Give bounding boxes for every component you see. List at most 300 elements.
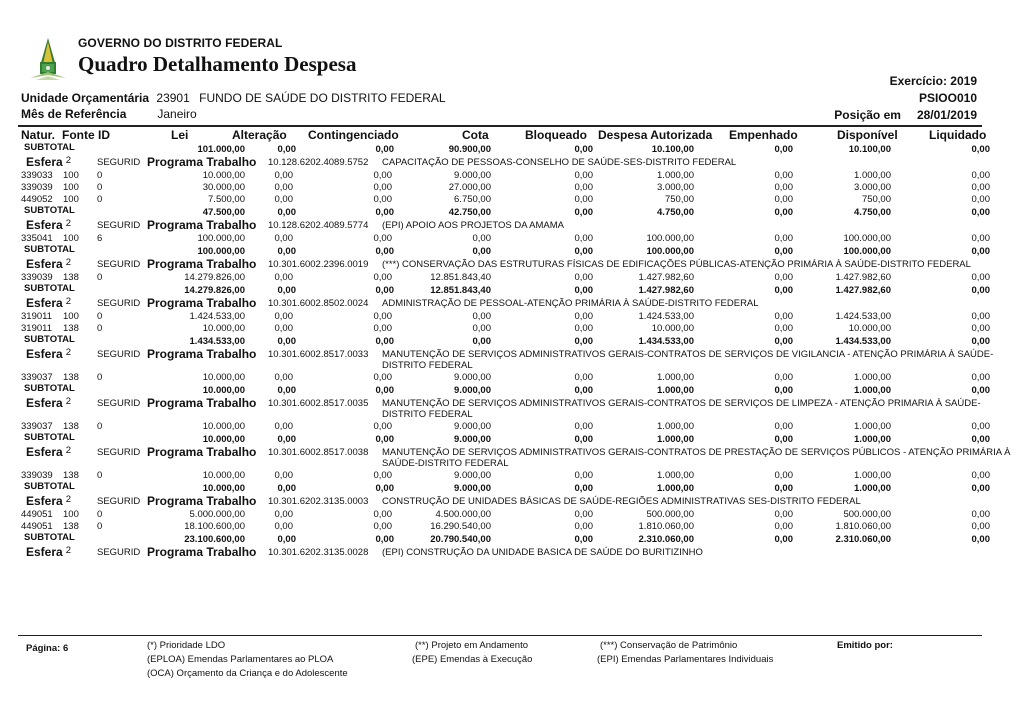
subtotal-row xyxy=(0,206,1024,217)
programa-trabalho-code: 10.301.6002.8502.0024 xyxy=(268,298,369,309)
esfera-text: Esfera xyxy=(26,445,63,459)
subtotal-row xyxy=(0,482,1024,493)
natureza-cell: 335041 xyxy=(21,233,53,244)
despesa-autorizada-cell: 1.000,00 xyxy=(657,170,694,181)
table-row xyxy=(0,470,1024,482)
fonte-cell: 100 xyxy=(63,233,79,244)
despesa-autorizada-cell: 2.310.060,00 xyxy=(638,534,694,545)
liquidado-cell: 0,00 xyxy=(971,194,990,205)
fonte-cell: 100 xyxy=(63,182,79,193)
id-cell: 0 xyxy=(97,421,103,432)
bloqueado-cell: 0,00 xyxy=(574,470,593,481)
esfera-label xyxy=(26,218,71,232)
report-meta-left xyxy=(21,90,446,122)
cota-cell: 9.000,00 xyxy=(454,421,491,432)
cota-cell: 0,00 xyxy=(472,311,491,322)
fonte-cell: 100 xyxy=(63,170,79,181)
id-cell: 0 xyxy=(97,170,103,181)
esfera-text: Esfera xyxy=(26,257,63,271)
lei-cell: 14.279.826,00 xyxy=(184,272,245,283)
cota-cell: 90.900,00 xyxy=(448,144,491,155)
esfera-text: Esfera xyxy=(26,396,63,410)
natureza-cell: 339039 xyxy=(21,272,53,283)
programa-trabalho-code: 10.301.6202.3135.0028 xyxy=(268,547,369,558)
esfera-value: 2 xyxy=(65,155,71,166)
cota-cell: 9.000,00 xyxy=(454,470,491,481)
table-row xyxy=(0,421,1024,433)
disponivel-cell: 1.000,00 xyxy=(854,483,891,494)
empenhado-cell: 0,00 xyxy=(774,421,793,432)
programa-trabalho-label: Programa Trabalho xyxy=(147,347,257,361)
programa-trabalho-description: ADMINISTRAÇÃO DE PESSOAL-ATENÇÃO PRIMÁRIA À SAÚDE-DISTRITO FEDERAL xyxy=(382,298,759,309)
contingenciado-cell: 0,00 xyxy=(373,170,392,181)
page-number: Página: 6 xyxy=(26,643,69,654)
liquidado-cell: 0,00 xyxy=(971,385,990,396)
natureza-cell: 339037 xyxy=(21,421,53,432)
esfera-value: 2 xyxy=(65,445,71,456)
lei-cell: 14.279.826,00 xyxy=(184,285,245,296)
subtotal-label: SUBTOTAL xyxy=(24,383,75,394)
contingenciado-cell: 0,00 xyxy=(373,233,392,244)
id-cell: 0 xyxy=(97,372,103,383)
fonte-cell: 138 xyxy=(63,272,79,283)
disponivel-cell: 1.000,00 xyxy=(854,170,891,181)
contingenciado-cell: 0,00 xyxy=(375,207,394,218)
fonte-cell: 138 xyxy=(63,421,79,432)
programa-trabalho-header xyxy=(0,154,1024,170)
table-row xyxy=(0,170,1024,182)
id-cell: 0 xyxy=(97,182,103,193)
segment-code: SEGURID xyxy=(97,398,141,409)
disponivel-cell: 10.100,00 xyxy=(848,144,891,155)
alteracao-cell: 0,00 xyxy=(274,182,293,193)
alteracao-cell: 0,00 xyxy=(274,311,293,322)
natureza-cell: 339039 xyxy=(21,470,53,481)
despesa-autorizada-cell: 1.427.982,60 xyxy=(638,285,694,296)
contingenciado-cell: 0,00 xyxy=(375,483,394,494)
alteracao-cell: 0,00 xyxy=(274,170,293,181)
bloqueado-cell: 0,00 xyxy=(574,233,593,244)
table-row xyxy=(0,272,1024,284)
empenhado-cell: 0,00 xyxy=(774,144,793,155)
programa-trabalho-code: 10.128.6202.4089.5752 xyxy=(268,157,369,168)
alteracao-cell: 0,00 xyxy=(277,385,296,396)
subtotal-label: SUBTOTAL xyxy=(24,244,75,255)
empenhado-cell: 0,00 xyxy=(774,323,793,334)
programa-trabalho-label: Programa Trabalho xyxy=(147,296,257,310)
table-row xyxy=(0,182,1024,194)
lei-cell: 10.000,00 xyxy=(202,470,245,481)
liquidado-cell: 0,00 xyxy=(971,144,990,155)
empenhado-cell: 0,00 xyxy=(774,285,793,296)
programa-trabalho-label: Programa Trabalho xyxy=(147,445,257,459)
programa-trabalho-description: (***) CONSERVAÇÃO DAS ESTRUTURAS FÍSICAS DE EDIFICAÇÕES PÚBLICAS-ATENÇÃO PRIMÁRIA À SAÚDE-DISTRITO FEDERAL xyxy=(382,259,971,270)
lei-cell: 101.000,00 xyxy=(197,144,245,155)
table-row xyxy=(0,194,1024,206)
liquidado-cell: 0,00 xyxy=(971,170,990,181)
despesa-autorizada-cell: 100.000,00 xyxy=(646,246,694,257)
subtotal-row xyxy=(0,284,1024,295)
natureza-cell: 449051 xyxy=(21,521,53,532)
cota-cell: 9.000,00 xyxy=(454,372,491,383)
fonte-cell: 100 xyxy=(63,194,79,205)
mes-label: Mês de Referência xyxy=(21,107,127,121)
esfera-label xyxy=(26,494,71,508)
subtotal-label: SUBTOTAL xyxy=(24,481,75,492)
empenhado-cell: 0,00 xyxy=(774,483,793,494)
subtotal-label: SUBTOTAL xyxy=(24,432,75,443)
segment-code: SEGURID xyxy=(97,259,141,270)
disponivel-cell: 750,00 xyxy=(861,194,891,205)
expense-table xyxy=(0,143,1024,560)
programa-trabalho-code: 10.128.6202.4089.5774 xyxy=(268,220,369,231)
lei-cell: 100.000,00 xyxy=(197,233,245,244)
liquidado-cell: 0,00 xyxy=(971,521,990,532)
disponivel-cell: 1.810.060,00 xyxy=(835,521,891,532)
despesa-autorizada-cell: 1.000,00 xyxy=(657,385,694,396)
contingenciado-cell: 0,00 xyxy=(375,385,394,396)
table-row xyxy=(0,521,1024,533)
cota-cell: 0,00 xyxy=(472,246,491,257)
id-cell: 0 xyxy=(97,470,103,481)
posicao-date: 28/01/2019 xyxy=(916,108,977,122)
posicao-label: Posição em xyxy=(834,108,901,122)
col-liquidado: Liquidado xyxy=(929,128,987,142)
col-bloqueado: Bloqueado xyxy=(525,128,587,142)
bloqueado-cell: 0,00 xyxy=(574,182,593,193)
liquidado-cell: 0,00 xyxy=(971,323,990,334)
liquidado-cell: 0,00 xyxy=(971,336,990,347)
contingenciado-cell: 0,00 xyxy=(373,311,392,322)
cota-cell: 4.500.000,00 xyxy=(435,509,491,520)
alteracao-cell: 0,00 xyxy=(277,285,296,296)
programa-trabalho-description: (EPI) CONSTRUÇÃO DA UNIDADE BASICA DE SAÚDE DO BURITIZINHO xyxy=(382,547,703,558)
organization-name: GOVERNO DO DISTRITO FEDERAL xyxy=(78,36,283,50)
alteracao-cell: 0,00 xyxy=(277,434,296,445)
despesa-autorizada-cell: 1.000,00 xyxy=(657,421,694,432)
natureza-cell: 339039 xyxy=(21,182,53,193)
contingenciado-cell: 0,00 xyxy=(375,434,394,445)
table-row xyxy=(0,311,1024,323)
report-code: PSIOO010 xyxy=(918,91,977,105)
id-cell: 0 xyxy=(97,521,103,532)
liquidado-cell: 0,00 xyxy=(971,182,990,193)
table-row xyxy=(0,233,1024,245)
liquidado-cell: 0,00 xyxy=(971,470,990,481)
bloqueado-cell: 0,00 xyxy=(574,434,593,445)
alteracao-cell: 0,00 xyxy=(274,509,293,520)
alteracao-cell: 0,00 xyxy=(277,483,296,494)
natureza-cell: 319011 xyxy=(21,311,52,322)
exercicio: Exercício: 2019 xyxy=(889,74,977,88)
despesa-autorizada-cell: 1.000,00 xyxy=(657,434,694,445)
subtotal-row xyxy=(0,533,1024,544)
programa-trabalho-header xyxy=(0,256,1024,272)
esfera-label xyxy=(26,296,71,310)
contingenciado-cell: 0,00 xyxy=(375,285,394,296)
esfera-label xyxy=(26,347,71,361)
liquidado-cell: 0,00 xyxy=(971,233,990,244)
esfera-value: 2 xyxy=(65,218,71,229)
liquidado-cell: 0,00 xyxy=(971,207,990,218)
mes-value: Janeiro xyxy=(157,107,197,121)
contingenciado-cell: 0,00 xyxy=(375,144,394,155)
empenhado-cell: 0,00 xyxy=(774,182,793,193)
despesa-autorizada-cell: 100.000,00 xyxy=(646,233,694,244)
id-cell: 0 xyxy=(97,194,103,205)
table-row xyxy=(0,323,1024,335)
legend-projeto-andamento: (**) Projeto em Andamento xyxy=(415,640,529,651)
liquidado-cell: 0,00 xyxy=(971,285,990,296)
subtotal-row xyxy=(0,245,1024,256)
lei-cell: 10.000,00 xyxy=(202,421,245,432)
bloqueado-cell: 0,00 xyxy=(574,246,593,257)
unidade-code: 23901 xyxy=(156,91,190,105)
esfera-text: Esfera xyxy=(26,155,63,169)
cota-cell: 16.290.540,00 xyxy=(430,521,491,532)
disponivel-cell: 100.000,00 xyxy=(843,246,891,257)
esfera-value: 2 xyxy=(65,296,71,307)
lei-cell: 5.000.000,00 xyxy=(189,509,245,520)
lei-cell: 10.000,00 xyxy=(202,170,245,181)
contingenciado-cell: 0,00 xyxy=(373,323,392,334)
bloqueado-cell: 0,00 xyxy=(574,285,593,296)
programa-trabalho-label: Programa Trabalho xyxy=(147,494,257,508)
subtotal-label: SUBTOTAL xyxy=(24,142,75,153)
bloqueado-cell: 0,00 xyxy=(574,311,593,322)
despesa-autorizada-cell: 1.000,00 xyxy=(657,483,694,494)
bloqueado-cell: 0,00 xyxy=(574,144,593,155)
disponivel-cell: 1.427.982,60 xyxy=(835,272,891,283)
bloqueado-cell: 0,00 xyxy=(574,421,593,432)
programa-trabalho-description: MANUTENÇÃO DE SERVIÇOS ADMINISTRATIVOS GERAIS-CONTRATOS DE SERVIÇOS DE VIGILANCIA - ATENÇÃO PRIMÁRIA À SAÚDE-DISTRITO FEDERAL xyxy=(382,349,994,371)
segment-code: SEGURID xyxy=(97,547,141,558)
footer-divider xyxy=(18,635,982,636)
despesa-autorizada-cell: 750,00 xyxy=(664,194,694,205)
despesa-autorizada-cell: 3.000,00 xyxy=(657,182,694,193)
lei-cell: 23.100.600,00 xyxy=(184,534,245,545)
contingenciado-cell: 0,00 xyxy=(375,534,394,545)
cota-cell: 9.000,00 xyxy=(454,483,491,494)
bloqueado-cell: 0,00 xyxy=(574,509,593,520)
unidade-name: FUNDO DE SAÚDE DO DISTRITO FEDERAL xyxy=(199,91,446,105)
despesa-autorizada-cell: 1.810.060,00 xyxy=(638,521,694,532)
table-header xyxy=(0,128,1024,143)
esfera-text: Esfera xyxy=(26,545,63,559)
alteracao-cell: 0,00 xyxy=(277,144,296,155)
lei-cell: 30.000,00 xyxy=(202,182,245,193)
liquidado-cell: 0,00 xyxy=(971,509,990,520)
liquidado-cell: 0,00 xyxy=(971,311,990,322)
liquidado-cell: 0,00 xyxy=(971,434,990,445)
segment-code: SEGURID xyxy=(97,349,141,360)
disponivel-cell: 1.434.533,00 xyxy=(835,336,891,347)
lei-cell: 10.000,00 xyxy=(202,434,245,445)
segment-code: SEGURID xyxy=(97,496,141,507)
programa-trabalho-label: Programa Trabalho xyxy=(147,257,257,271)
cota-cell: 0,00 xyxy=(472,323,491,334)
empenhado-cell: 0,00 xyxy=(774,272,793,283)
empenhado-cell: 0,00 xyxy=(774,336,793,347)
programa-trabalho-code: 10.301.6002.8517.0038 xyxy=(268,447,369,458)
bloqueado-cell: 0,00 xyxy=(574,534,593,545)
cota-cell: 9.000,00 xyxy=(454,434,491,445)
programa-trabalho-description: (EPI) APOIO AOS PROJETOS DA AMAMA xyxy=(382,220,564,231)
subtotal-row xyxy=(0,335,1024,346)
esfera-label xyxy=(26,445,71,459)
natureza-cell: 449052 xyxy=(21,194,53,205)
subtotal-label: SUBTOTAL xyxy=(24,532,75,543)
id-cell: 0 xyxy=(97,272,103,283)
contingenciado-cell: 0,00 xyxy=(373,470,392,481)
despesa-autorizada-cell: 1.000,00 xyxy=(657,372,694,383)
alteracao-cell: 0,00 xyxy=(277,534,296,545)
lei-cell: 1.424.533,00 xyxy=(189,311,245,322)
esfera-text: Esfera xyxy=(26,218,63,232)
contingenciado-cell: 0,00 xyxy=(373,194,392,205)
despesa-autorizada-cell: 1.427.982,60 xyxy=(638,272,694,283)
cota-cell: 12.851.843,40 xyxy=(430,272,491,283)
disponivel-cell: 1.427.982,60 xyxy=(835,285,891,296)
cota-cell: 9.000,00 xyxy=(454,170,491,181)
legend-conservacao: (***) Conservação de Patrimônio xyxy=(600,640,738,651)
fonte-cell: 138 xyxy=(63,470,79,481)
disponivel-cell: 1.000,00 xyxy=(854,434,891,445)
disponivel-cell: 1.000,00 xyxy=(854,372,891,383)
bloqueado-cell: 0,00 xyxy=(574,483,593,494)
subtotal-label: SUBTOTAL xyxy=(24,283,75,294)
esfera-text: Esfera xyxy=(26,347,63,361)
bloqueado-cell: 0,00 xyxy=(574,170,593,181)
disponivel-cell: 100.000,00 xyxy=(843,233,891,244)
programa-trabalho-label: Programa Trabalho xyxy=(147,218,257,232)
liquidado-cell: 0,00 xyxy=(971,483,990,494)
contingenciado-cell: 0,00 xyxy=(375,336,394,347)
fonte-cell: 138 xyxy=(63,521,79,532)
subtotal-label: SUBTOTAL xyxy=(24,334,75,345)
empenhado-cell: 0,00 xyxy=(774,470,793,481)
cota-cell: 12.851.843,40 xyxy=(430,285,491,296)
disponivel-cell: 1.424.533,00 xyxy=(835,311,891,322)
empenhado-cell: 0,00 xyxy=(774,246,793,257)
contingenciado-cell: 0,00 xyxy=(373,372,392,383)
esfera-value: 2 xyxy=(65,494,71,505)
contingenciado-cell: 0,00 xyxy=(375,246,394,257)
programa-trabalho-description: MANUTENÇÃO DE SERVIÇOS ADMINISTRATIVOS GERAIS-CONTRATOS DE SERVIÇOS DE LIMPEZA - ATENÇÃO PRIMARIA À SAÚDE-DISTRITO FEDERAL xyxy=(382,398,981,420)
col-disponivel: Disponível xyxy=(837,128,898,142)
programa-trabalho-label: Programa Trabalho xyxy=(147,396,257,410)
cota-cell: 42.750,00 xyxy=(448,207,491,218)
header-divider xyxy=(18,125,982,127)
alteracao-cell: 0,00 xyxy=(274,323,293,334)
natureza-cell: 449051 xyxy=(21,509,53,520)
id-cell: 6 xyxy=(97,233,103,244)
cota-cell: 0,00 xyxy=(472,336,491,347)
programa-trabalho-header xyxy=(0,346,1024,372)
empenhado-cell: 0,00 xyxy=(774,194,793,205)
subtotal-row xyxy=(0,433,1024,444)
empenhado-cell: 0,00 xyxy=(774,372,793,383)
col-natur: Natur. xyxy=(21,128,56,142)
despesa-autorizada-cell: 4.750,00 xyxy=(657,207,694,218)
esfera-label xyxy=(26,257,71,271)
alteracao-cell: 0,00 xyxy=(277,336,296,347)
col-id: ID xyxy=(98,128,110,142)
fonte-cell: 100 xyxy=(63,311,79,322)
id-cell: 0 xyxy=(97,311,103,322)
legend-prioridade: (*) Prioridade LDO xyxy=(147,640,226,651)
despesa-autorizada-cell: 10.100,00 xyxy=(651,144,694,155)
programa-trabalho-header xyxy=(0,217,1024,233)
programa-trabalho-header xyxy=(0,395,1024,421)
disponivel-cell: 1.000,00 xyxy=(854,470,891,481)
bloqueado-cell: 0,00 xyxy=(574,385,593,396)
lei-cell: 10.000,00 xyxy=(202,385,245,396)
legend-epe: (EPE) Emendas à Execução xyxy=(412,654,533,665)
legend-epi: (EPI) Emendas Parlamentares Individuais xyxy=(597,654,774,665)
despesa-autorizada-cell: 1.434.533,00 xyxy=(638,336,694,347)
subtotal-row xyxy=(0,384,1024,395)
contingenciado-cell: 0,00 xyxy=(373,272,392,283)
programa-trabalho-code: 10.301.6002.8517.0033 xyxy=(268,349,369,360)
despesa-autorizada-cell: 1.000,00 xyxy=(657,470,694,481)
programa-trabalho-header xyxy=(0,493,1024,509)
bloqueado-cell: 0,00 xyxy=(574,336,593,347)
segment-code: SEGURID xyxy=(97,157,141,168)
lei-cell: 18.100.600,00 xyxy=(184,521,245,532)
lei-cell: 47.500,00 xyxy=(202,207,245,218)
fonte-cell: 138 xyxy=(63,323,79,334)
bloqueado-cell: 0,00 xyxy=(574,272,593,283)
empenhado-cell: 0,00 xyxy=(774,434,793,445)
id-cell: 0 xyxy=(97,509,103,520)
esfera-value: 2 xyxy=(65,396,71,407)
esfera-value: 2 xyxy=(65,257,71,268)
alteracao-cell: 0,00 xyxy=(274,521,293,532)
lei-cell: 7.500,00 xyxy=(208,194,245,205)
subtotal-label: SUBTOTAL xyxy=(24,205,75,216)
col-lei: Lei xyxy=(171,128,189,142)
liquidado-cell: 0,00 xyxy=(971,272,990,283)
bloqueado-cell: 0,00 xyxy=(574,194,593,205)
liquidado-cell: 0,00 xyxy=(971,372,990,383)
report-meta-right xyxy=(834,73,977,124)
disponivel-cell: 4.750,00 xyxy=(854,207,891,218)
contingenciado-cell: 0,00 xyxy=(373,421,392,432)
contingenciado-cell: 0,00 xyxy=(373,521,392,532)
esfera-label xyxy=(26,545,71,559)
empenhado-cell: 0,00 xyxy=(774,521,793,532)
disponivel-cell: 3.000,00 xyxy=(854,182,891,193)
col-alteracao: Alteração xyxy=(232,128,287,142)
lei-cell: 10.000,00 xyxy=(202,372,245,383)
col-despesa-autorizada: Despesa Autorizada xyxy=(598,128,713,142)
esfera-value: 2 xyxy=(65,545,71,556)
esfera-label xyxy=(26,155,71,169)
disponivel-cell: 2.310.060,00 xyxy=(835,534,891,545)
natureza-cell: 319011 xyxy=(21,323,52,334)
alteracao-cell: 0,00 xyxy=(274,194,293,205)
cota-cell: 20.790.540,00 xyxy=(430,534,491,545)
lei-cell: 100.000,00 xyxy=(197,246,245,257)
programa-trabalho-header xyxy=(0,444,1024,470)
programa-trabalho-code: 10.301.6002.8517.0035 xyxy=(268,398,369,409)
fonte-cell: 138 xyxy=(63,372,79,383)
unidade-label: Unidade Orçamentária xyxy=(21,91,150,105)
segment-code: SEGURID xyxy=(97,298,141,309)
natureza-cell: 339033 xyxy=(21,170,53,181)
lei-cell: 10.000,00 xyxy=(202,323,245,334)
